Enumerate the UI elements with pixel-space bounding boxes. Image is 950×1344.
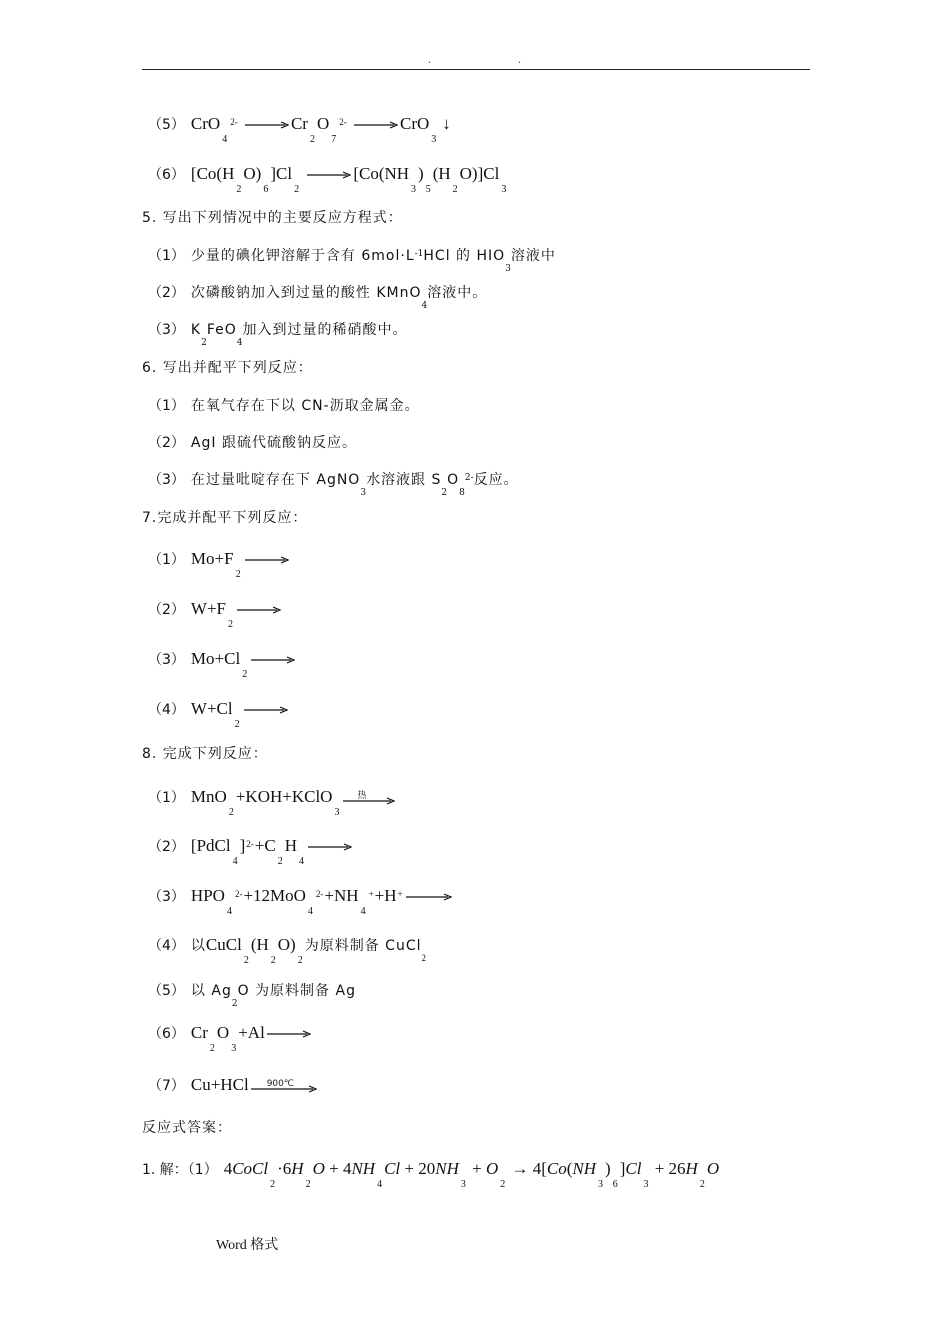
formula-text: Mo+Cl (190, 649, 241, 668)
arrow-icon (267, 1030, 311, 1038)
temperature-arrow-icon (251, 1077, 317, 1095)
formula-text: HPO (190, 886, 225, 905)
formula-text: W+F (190, 599, 227, 618)
formula-text: CoCl (232, 1159, 269, 1178)
formula-text: NH (572, 1159, 597, 1178)
arrow-icon (245, 556, 289, 564)
subscript: 2 (305, 1179, 311, 1190)
subscript: 2 (243, 955, 249, 966)
formula-text: ] (619, 1159, 626, 1178)
superscript: + (397, 889, 403, 899)
item-index: （6） (148, 167, 185, 183)
superscript: 2- (246, 839, 254, 849)
section-8-item-1 (148, 786, 397, 818)
footer-label: Word 格式 (216, 1238, 279, 1253)
section-8-item-7 (148, 1074, 319, 1097)
subscript: 2 (228, 807, 234, 818)
section-6-item-1 (148, 396, 420, 416)
arrow-icon (354, 121, 398, 129)
subscript: 2 (441, 488, 448, 498)
arrow-icon (244, 706, 288, 714)
formula-text: CrO (190, 114, 221, 133)
item-index: （2） (148, 602, 185, 618)
subscript: 6 (612, 1179, 618, 1190)
item-index: （1） (148, 790, 185, 806)
formula-text: O (216, 1023, 230, 1042)
formula-text: [Co(NH (353, 164, 410, 183)
section-6-title (142, 358, 313, 378)
formula-text: CrO (399, 114, 430, 133)
subscript: 2 (452, 184, 458, 195)
item-text: 加入到过量的稀硝酸中。 (242, 322, 408, 338)
arrow-condition-label: 900℃ (266, 1079, 294, 1090)
item-text: 为原料制备 CuCl (304, 938, 422, 954)
superscript: 2- (464, 473, 474, 483)
item-index: （2） (148, 285, 185, 301)
formula-text: 4 (223, 1159, 233, 1178)
subscript: 2 (500, 1179, 506, 1190)
superscript: -1 (414, 249, 424, 259)
subscript: 2 (234, 719, 240, 730)
subscript: 4 (360, 906, 366, 917)
superscript: + (368, 889, 374, 899)
item-text: 在氧气存在下以 CN-沥取金属金。 (190, 398, 420, 414)
formula-text: H (284, 836, 297, 855)
item-text: 少量的碘化钾溶解于含有 6mol·L (190, 248, 415, 264)
precipitate-arrow-icon: ↓ (442, 114, 451, 133)
formula-text: NH (435, 1159, 459, 1178)
item-text: 反应。 (473, 472, 519, 488)
arrow-icon (308, 843, 352, 851)
subscript: 3 (505, 264, 511, 274)
subscript: 3 (460, 1179, 466, 1190)
section-title-text: 5. 写出下列情况中的主要反应方程式： (142, 210, 403, 226)
formula-text: ( (566, 1159, 573, 1178)
formula-text: Cl (384, 1159, 401, 1178)
section-title-text: 8. 完成下列反应： (142, 746, 268, 762)
subscript: 2 (270, 1179, 276, 1190)
section-8-item-5 (148, 981, 356, 1009)
formula-text: (H (250, 935, 269, 954)
subscript: 3 (360, 488, 367, 498)
item-index: （3） (148, 889, 185, 905)
item-text: O 为原料制备 Ag (237, 983, 356, 999)
item-index: （3） (148, 322, 185, 338)
formula-text: O)]Cl (459, 164, 500, 183)
subscript: 5 (425, 184, 431, 195)
item-text: 溶液中。 (427, 285, 488, 301)
subscript: 3 (598, 1179, 604, 1190)
formula-text: +NH (324, 886, 359, 905)
subscript: 3 (231, 1043, 237, 1054)
formula-text: ] (239, 836, 246, 855)
formula-text: NH (351, 1159, 376, 1178)
section-6-item-3 (148, 470, 519, 498)
formula-text: Mo+F (190, 549, 234, 568)
formula-text: O (312, 1159, 325, 1178)
formula-text: (H (432, 164, 451, 183)
formula-text: +C (254, 836, 276, 855)
formula-text: +KOH+KClO (235, 787, 333, 806)
formula-text: ·6 (277, 1159, 292, 1178)
arrow-condition-label: 热 (357, 791, 367, 802)
reaction-5 (148, 113, 451, 145)
subscript: 3 (411, 184, 417, 195)
formula-text: + 20 (400, 1159, 436, 1178)
section-5-item-3 (148, 320, 408, 348)
section-title-text: 7.完成并配平下列反应： (142, 510, 308, 526)
arrow-icon (245, 121, 289, 129)
formula-text: +H (374, 886, 397, 905)
item-text: FeO (206, 322, 237, 338)
formula-text: ) (418, 164, 424, 183)
section-7-title (142, 508, 307, 528)
header-dot-left: . (428, 55, 432, 66)
formula-text: H (685, 1159, 698, 1178)
formula-text: → 4[ (507, 1159, 547, 1178)
item-index: （1） (148, 552, 185, 568)
subscript: 4 (222, 134, 228, 145)
subscript: 4 (299, 856, 304, 867)
section-5-item-1 (148, 246, 556, 274)
formula-text: +Al (238, 1023, 265, 1042)
subscript: 4 (226, 906, 232, 917)
subscript: 2 (236, 184, 242, 195)
subscript: 2 (231, 999, 238, 1009)
arrow-icon (251, 656, 295, 664)
subscript: 4 (377, 1179, 383, 1190)
formula-text: O) (277, 935, 296, 954)
subscript: 3 (643, 1179, 649, 1190)
subscript: 3 (501, 184, 507, 195)
subscript: 2 (699, 1179, 705, 1190)
subscript: 2 (421, 953, 426, 963)
subscript: 3 (431, 134, 437, 145)
item-index: （3） (148, 472, 185, 488)
item-text: 以 (190, 938, 206, 954)
item-text: 水溶液跟 S (366, 472, 442, 488)
superscript: 2- (230, 117, 238, 127)
answers-title (142, 1118, 232, 1138)
item-index: （2） (148, 435, 185, 451)
subscript: 4 (236, 338, 243, 348)
subscript: 2 (228, 619, 234, 630)
formula-text: Cu+HCl (190, 1075, 249, 1094)
subscript: 4 (307, 906, 313, 917)
superscript: 2- (315, 889, 324, 899)
section-6-item-2 (148, 433, 357, 453)
item-text: 次磷酸钠加入到过量的酸性 KMnO (190, 285, 422, 301)
formula-text: +12MoO (243, 886, 306, 905)
subscript: 2 (270, 955, 276, 966)
section-8-title (142, 744, 268, 764)
section-7-item-3 (148, 648, 297, 680)
formula-text: MnO (190, 787, 227, 806)
heat-arrow-icon (343, 789, 395, 807)
item-index: （6） (148, 1026, 185, 1042)
item-text: HCl 的 HIO (423, 248, 506, 264)
formula-text: Cl (625, 1159, 642, 1178)
item-index: （4） (148, 702, 185, 718)
item-index: （4） (148, 938, 185, 954)
item-text: K (190, 322, 202, 338)
item-text: AgI 跟硫代硫酸钠反应。 (190, 435, 357, 451)
section-5-item-2 (148, 283, 488, 311)
item-index: （1） (148, 248, 185, 264)
section-title-text: 6. 写出并配平下列反应： (142, 360, 313, 376)
formula-text: + 4 (324, 1159, 352, 1178)
section-8-item-3 (148, 885, 454, 917)
header-dot-right: . (518, 55, 522, 66)
subscript: 3 (334, 807, 340, 818)
item-index: （5） (148, 983, 185, 999)
arrow-icon (406, 893, 452, 901)
section-title-text: 反应式答案： (142, 1120, 232, 1136)
subscript: 2 (277, 856, 283, 867)
formula-text: O (706, 1159, 720, 1178)
subscript: 2 (294, 184, 300, 195)
section-8-item-2 (148, 835, 354, 867)
formula-text: O (316, 114, 330, 133)
formula-text: CuCl (205, 935, 242, 954)
superscript: 2- (339, 117, 347, 127)
section-8-item-4 (148, 934, 426, 966)
subscript: 2 (209, 1043, 215, 1054)
section-7-item-1 (148, 548, 291, 580)
item-text: 在过量吡啶存在下 AgNO (190, 472, 361, 488)
formula-text: H (291, 1159, 304, 1178)
subscript: 8 (459, 488, 465, 498)
section-8-item-6 (148, 1022, 313, 1054)
formula-text: ) (605, 1159, 611, 1178)
formula-text: Cr (190, 1023, 208, 1042)
subscript: 2 (309, 134, 315, 145)
formula-text: [Co(H (190, 164, 235, 183)
superscript: 2- (234, 889, 243, 899)
formula-text: O (485, 1159, 499, 1178)
item-text: 溶液中 (510, 248, 556, 264)
subscript: 4 (421, 301, 428, 311)
section-5-title (142, 208, 403, 228)
formula-text: + (467, 1159, 486, 1178)
item-index: （5） (148, 117, 185, 133)
item-index: （7） (148, 1078, 185, 1094)
formula-text: Co (546, 1159, 567, 1178)
header-dots (0, 56, 950, 70)
formula-text: O) (243, 164, 262, 183)
item-index: （3） (148, 652, 185, 668)
item-text: O (447, 472, 460, 488)
reaction-6 (148, 163, 508, 195)
subscript: 4 (232, 856, 238, 867)
subscript: 6 (263, 184, 269, 195)
formula-text: ]Cl (270, 164, 293, 183)
arrow-icon (237, 606, 281, 614)
section-7-item-4 (148, 698, 290, 730)
subscript: 2 (235, 569, 241, 580)
item-index: （1） (148, 398, 185, 414)
item-text: 以 Ag (190, 983, 232, 999)
formula-text: Cr (290, 114, 308, 133)
answer-1 (142, 1158, 720, 1190)
subscript: 2 (242, 669, 248, 680)
item-index: 1. 解：（1） (142, 1162, 218, 1178)
formula-text: W+Cl (190, 699, 233, 718)
formula-text: [PdCl (190, 836, 231, 855)
subscript: 2 (201, 338, 207, 348)
section-7-item-2 (148, 598, 283, 630)
formula-text: + 26 (650, 1159, 686, 1178)
arrow-icon (307, 171, 351, 179)
subscript: 2 (297, 955, 303, 966)
subscript: 7 (331, 134, 337, 145)
header-rule (142, 69, 810, 70)
item-index: （2） (148, 839, 185, 855)
